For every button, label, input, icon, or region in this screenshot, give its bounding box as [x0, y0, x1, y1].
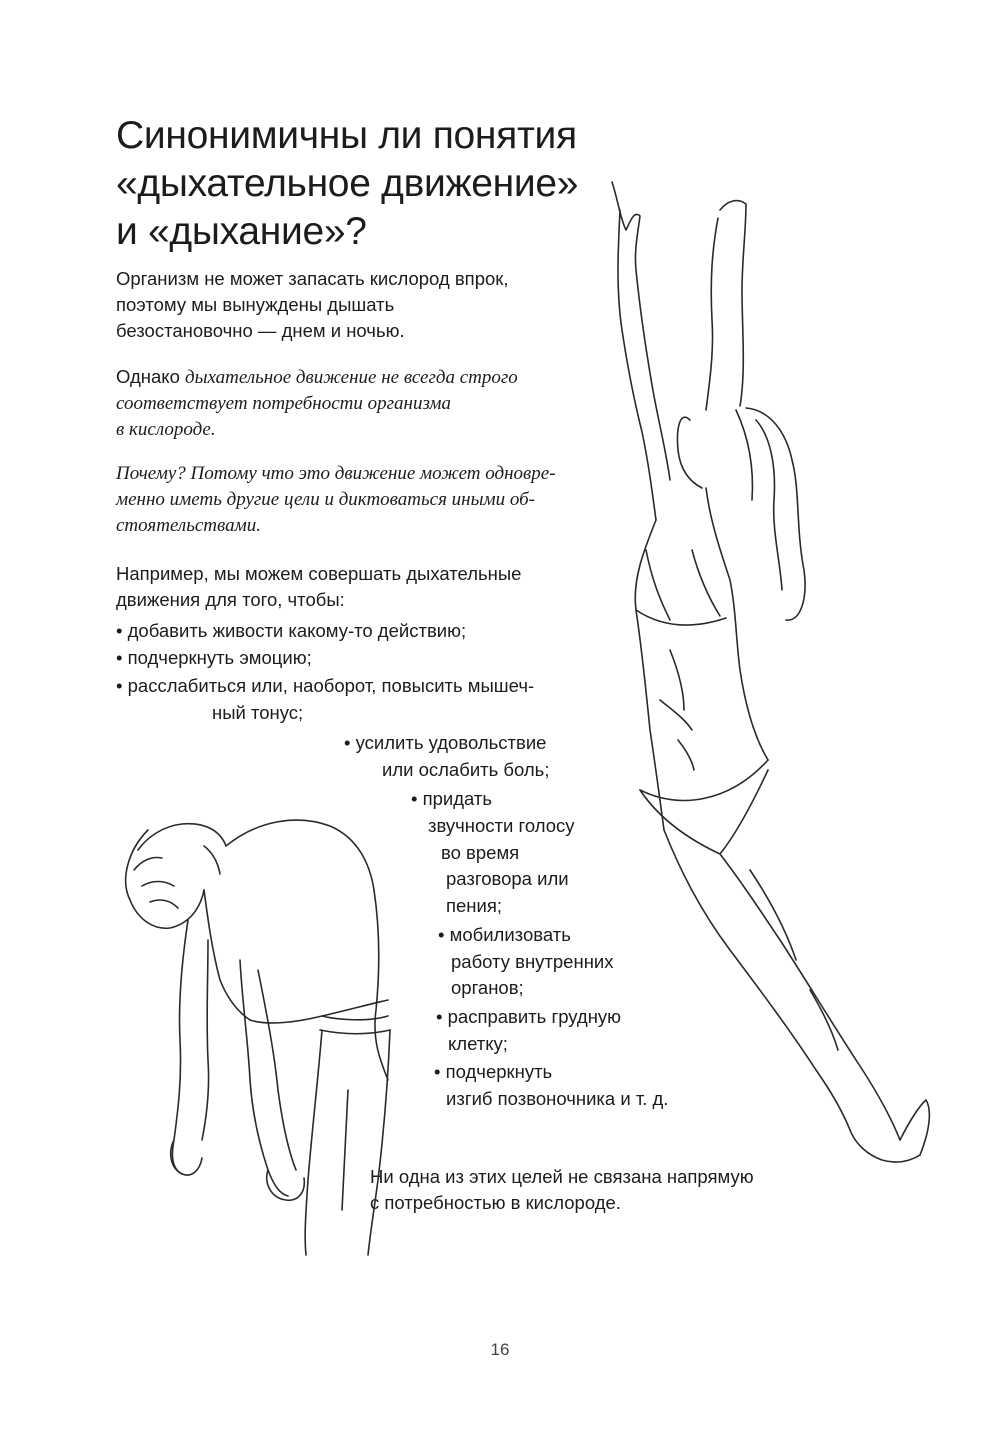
example-paragraph	[116, 561, 586, 613]
bullet-item-continuation: изгиб позвоночника и т. д.	[446, 1088, 669, 1109]
bending-figure-drawing	[108, 790, 408, 1260]
diving-figure-illustration	[560, 170, 950, 1170]
bullet-item: • добавить живости какому-то действию;	[116, 620, 467, 641]
however-emphasis: дыхательное движение не всегда строго	[185, 367, 518, 388]
bullet-item: • мобилизовать	[438, 924, 571, 945]
bullet-item-continuation: во время	[441, 842, 520, 863]
bullet-item-continuation: работу внутренних	[451, 951, 614, 972]
example-line: движения для того, чтобы:	[116, 589, 345, 610]
title-line: Синонимичны ли понятия	[116, 114, 577, 157]
bullet-item-continuation: или ослабить боль;	[382, 759, 550, 780]
diving-figure-drawing	[560, 170, 950, 1170]
however-prefix: Однако	[116, 366, 186, 387]
bullet-item-continuation: ный тонус;	[212, 702, 304, 723]
bullet-item: • расправить грудную	[436, 1006, 622, 1027]
bullet-item: • подчеркнуть	[434, 1061, 553, 1082]
bullet-item-continuation: органов;	[451, 977, 524, 998]
page-title	[116, 112, 636, 256]
bullet-item: • усилить удовольствие	[344, 732, 547, 753]
intro-line: Организм не может запасать кислород впрок,	[116, 268, 509, 289]
conclusion-line: с потребностью в кислороде.	[370, 1192, 621, 1213]
why-line: стоятельствами.	[116, 515, 261, 536]
however-line: в кислороде.	[116, 419, 216, 440]
example-line: Например, мы можем совершать дыхательные	[116, 563, 522, 584]
bullet-item: • подчеркнуть эмоцию;	[116, 647, 312, 668]
however-line	[116, 364, 586, 391]
bullet-item-continuation: клетку;	[448, 1033, 508, 1054]
however-paragraph	[116, 364, 586, 443]
conclusion-line: Ни одна из этих целей не связана напрямую	[370, 1166, 754, 1187]
intro-paragraph	[116, 266, 586, 344]
why-line: менно иметь другие цели и диктоваться иными об-	[116, 489, 535, 510]
title-line: и «дыхание»?	[116, 210, 367, 253]
bullet-item-continuation: звучности голосу	[428, 815, 575, 836]
bullet-item: • расслабиться или, наоборот, повысить мышеч-	[116, 675, 535, 696]
why-line: Почему? Потому что это движение может одновре-	[116, 463, 556, 484]
intro-line: поэтому мы вынуждены дышать	[116, 294, 395, 315]
why-paragraph	[116, 461, 586, 539]
however-line: соответствует потребности организма	[116, 393, 452, 414]
bullet-item-continuation: пения;	[446, 895, 503, 916]
bullet-item: • придать	[411, 788, 493, 809]
conclusion-paragraph	[370, 1164, 790, 1216]
intro-line: безостановочно — днем и ночью.	[116, 320, 405, 341]
bending-figure-illustration	[108, 790, 408, 1260]
bullet-item-continuation: разговора или	[446, 868, 569, 889]
title-line: «дыхательное движение»	[116, 162, 579, 205]
page-number: 16	[490, 1340, 510, 1359]
